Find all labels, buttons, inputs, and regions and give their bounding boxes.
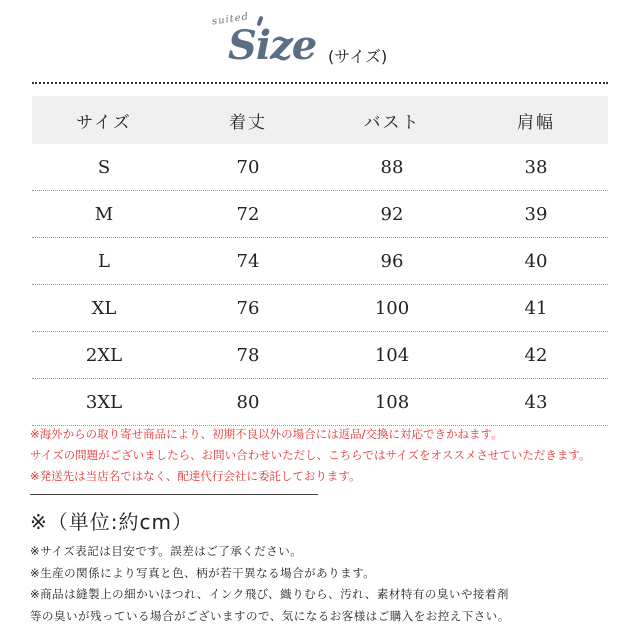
cell-size: M <box>94 203 114 225</box>
header-size: サイズ <box>76 112 132 133</box>
cell-bust: 96 <box>380 250 404 272</box>
size-title: Size <box>228 22 317 69</box>
cell-length: 70 <box>236 156 260 178</box>
table-row <box>32 191 608 238</box>
suited-label: suited <box>211 11 250 28</box>
cell-length: 74 <box>236 250 260 272</box>
notice-line: サイズの問題がございましたら、お問い合わせいただし、こちらではサイズをオススメさせていただきます。 <box>30 448 591 462</box>
cell-length: 72 <box>236 203 260 225</box>
cell-length: 76 <box>236 297 260 319</box>
cell-shoulder: 38 <box>524 156 548 178</box>
unit-label: ※（単位:約cm） <box>30 510 193 534</box>
notice-line: ※海外からの取り寄せ商品により、初期不良以外の場合には返品/交換に対応できかねます。 <box>30 427 503 441</box>
table-header <box>32 96 608 144</box>
header-length: 着丈 <box>229 112 267 133</box>
dotted-divider <box>32 82 608 84</box>
separator-line <box>30 494 318 495</box>
size-table <box>32 96 608 426</box>
cell-size: XL <box>91 297 117 319</box>
header-shoulder: 肩幅 <box>517 112 555 133</box>
table-row <box>32 332 608 379</box>
cell-bust: 100 <box>374 297 410 319</box>
cell-bust: 92 <box>380 203 404 225</box>
cell-shoulder: 40 <box>524 250 548 272</box>
cell-size: L <box>98 250 110 272</box>
cell-size: S <box>97 156 111 178</box>
cell-bust: 88 <box>380 156 404 178</box>
cell-shoulder: 41 <box>524 297 548 319</box>
table-row <box>32 285 608 332</box>
note-line: ※サイズ表記は目安です。誤差はご了承ください。 <box>30 544 303 558</box>
note-line: 等の臭いが残っている場合がございますので、気になるお客様はご購入をお控え下さい。 <box>30 608 510 623</box>
table-row <box>32 144 608 191</box>
note-line: ※生産の関係により写真と色、柄が若干異なる場合があります。 <box>30 565 376 580</box>
page-header <box>0 0 640 80</box>
table-row <box>32 379 608 426</box>
header-bust: バスト <box>363 112 421 133</box>
cell-length: 78 <box>236 344 260 366</box>
cell-length: 80 <box>236 391 260 413</box>
cell-bust: 104 <box>374 344 410 366</box>
cell-size: 3XL <box>85 391 123 413</box>
cell-shoulder: 42 <box>524 344 548 366</box>
notice-red <box>30 424 620 487</box>
cell-shoulder: 43 <box>524 391 548 413</box>
size-subtitle: (サイズ) <box>328 47 388 66</box>
table-row <box>32 238 608 285</box>
cell-bust: 108 <box>374 391 410 413</box>
notice-black <box>30 541 630 627</box>
notice-line: ※発送先は当店名ではなく、配達代行会社に委託しております。 <box>30 469 361 483</box>
cell-size: 2XL <box>85 344 123 366</box>
note-line: ※商品は縫製上の細かいほつれ、インク飛び、織りむら、汚れ、素材特有の臭いや接着剤 <box>30 587 509 601</box>
cell-shoulder: 39 <box>524 203 548 225</box>
